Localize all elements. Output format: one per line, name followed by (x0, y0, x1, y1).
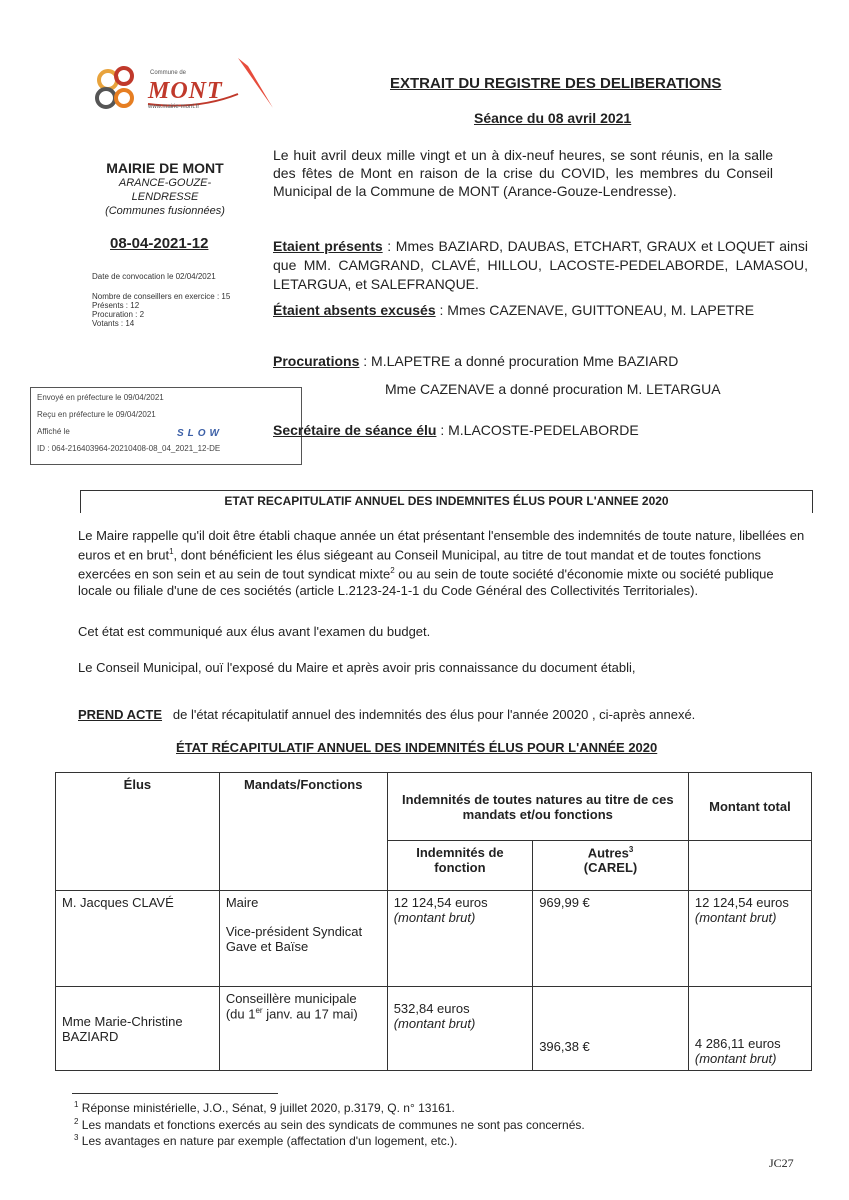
procurations-text1: : M.LAPETRE a donné procuration Mme BAZIARD (359, 353, 679, 369)
body-paragraph-3: Le Conseil Municipal, ouï l'exposé du Maire et après avoir pris connaissance du document établi, (78, 660, 636, 675)
row1-fonction-amount: 12 124,54 euros (393, 895, 488, 910)
procurations-line1 (273, 353, 678, 369)
footnote-1-num: 1 (74, 1100, 79, 1109)
p1-part-b: , dont bénéficient les élus siégeant au Conseil Municipal, au titre de tout mandat et de toutes fonctions exercées en son sein et au sein de tout syndicat mixte (78, 547, 762, 582)
footnote-3-text: Les avantages en nature par exemple (affectation d'un logement, etc.). (78, 1134, 458, 1148)
row2-autres: 396,38 € (533, 987, 689, 1071)
procurations-label: Procurations (273, 353, 360, 369)
row2-period-b: janv. au 17 mai) (262, 1006, 358, 1022)
header-autres-sup: 3 (628, 845, 634, 854)
mairie-sub1: ARANCE-GOUZE- (118, 177, 212, 189)
presents-count: Présents : 12 (92, 301, 140, 310)
seance-date: Séance du 08 avril 2021 (474, 110, 632, 126)
prefecture-stamp (30, 387, 302, 465)
row1-total (688, 891, 811, 987)
footnote-ref-2: 2 (390, 566, 395, 576)
absents-paragraph (273, 298, 808, 322)
row2-elu: Mme Marie-Christine BAZIARD (56, 987, 220, 1071)
slow-logo: SLOW (177, 428, 223, 439)
header-mandats: Mandats/Fonctions (219, 773, 387, 891)
procuration-count: Procuration : 2 (92, 310, 145, 319)
absents-label: Étaient absents excusés (273, 302, 436, 318)
row2-period-a: (du 1 (225, 1006, 256, 1022)
row2-total-note: (montant brut) (694, 1051, 777, 1066)
header-autres (533, 841, 689, 891)
prend-acte-label: PREND ACTE (78, 707, 163, 722)
row1-fonction (387, 891, 533, 987)
row1-fonction-note: (montant brut) (393, 910, 476, 925)
stamp-recu: Reçu en préfecture le 09/04/2021 (37, 410, 156, 419)
presents-paragraph (273, 237, 808, 294)
footnote-separator (72, 1093, 278, 1094)
p1-part-c: ou au sein de toute société d'économie mixte ou société publique locale ou filiale d'une de ces sociétés (article L.2123-24-1-1 du Code Général des Collectivités Territoriales). (78, 566, 774, 598)
header-autres-label: Autres (587, 845, 629, 861)
footnote-1 (74, 1100, 455, 1115)
row1-total-note: (montant brut) (694, 910, 777, 925)
table-row (56, 987, 812, 1071)
p1-part-a: Le Maire rappelle qu'il doit être établi chaque année un état présentant l'ensemble des indemnités de toute nature, libellées en euros et en brut (78, 528, 805, 563)
footnote-1-text: Réponse ministérielle, J.O., Sénat, 9 juillet 2020, p.3179, Q. n° 13161. (78, 1101, 455, 1115)
convocation-date: Date de convocation le 02/04/2021 (92, 272, 216, 281)
body-paragraph-1 (78, 528, 808, 599)
mairie-sub3: (Communes fusionnées) (105, 205, 225, 217)
stamp-affiche: Affiché le (37, 427, 70, 436)
logo-commune-label: Commune de (150, 70, 187, 76)
row2-mandat-period (226, 1006, 381, 1021)
mairie-name: MAIRIE DE MONT (106, 160, 224, 176)
logo-name: MONT (148, 78, 223, 104)
logo-url: www.mairie-mont.fr (148, 104, 200, 110)
row2-mandats (219, 987, 387, 1071)
footnote-3 (74, 1133, 457, 1148)
row1-total-amount: 12 124,54 euros (694, 895, 789, 910)
mairie-block (90, 160, 240, 218)
absents-text: : Mmes CAZENAVE, GUITTONEAU, M. LAPETRE (435, 302, 755, 318)
stamp-id: ID : 064-216403964-20210408-08_04_2021_12-DE (37, 444, 221, 453)
row2-fonction (387, 987, 533, 1071)
footnote-2-num: 2 (74, 1117, 79, 1126)
row1-mandat-vp: Vice-président Syndicat Gave et Baïse (225, 924, 363, 954)
footnote-2-text: Les mandats et fonctions exercés au sein des syndicats de communes ne sont pas concernés. (78, 1118, 585, 1132)
etat-title-box: ETAT RECAPITULATIF ANNUEL DES INDEMNITES ÉLUS POUR L'ANNEE 2020 (80, 490, 813, 513)
footnote-3-num: 3 (74, 1133, 79, 1142)
row2-total (688, 987, 811, 1071)
header-indemnites: Indemnités de toutes natures au titre de ces mandats et/ou fonctions (387, 773, 688, 841)
header-fonction: Indemnités de fonction (387, 841, 533, 891)
page-reference: JC27 (769, 1156, 794, 1170)
deliberation-number: 08-04-2021-12 (110, 235, 209, 252)
prend-acte-text: de l'état récapitulatif annuel des indemnités des élus pour l'année 20020 , ci-après annexé. (172, 707, 696, 722)
presents-text: : Mmes BAZIARD, DAUBAS, ETCHART, GRAUX et LOQUET ainsi que MM. CAMGRAND, CLAVÉ, HILLOU, LACOSTE-PEDELABORDE, LAMASOU, LETARGUA, et SALEFRANQUE. (273, 238, 808, 292)
header-elus: Élus (56, 773, 220, 891)
header-total: Montant total (688, 773, 811, 841)
header-total-empty (688, 841, 811, 891)
row1-mandats (219, 891, 387, 987)
row1-elu: M. Jacques CLAVÉ (56, 891, 220, 987)
body-paragraph-2: Cet état est communiqué aux élus avant l'examen du budget. (78, 624, 431, 639)
procurations-line2: Mme CAZENAVE a donné procuration M. LETARGUA (385, 381, 721, 397)
table-title: ÉTAT RÉCAPITULATIF ANNUEL DES INDEMNITÉS ÉLUS POUR L'ANNÉE 2020 (176, 740, 658, 755)
row2-mandat-label: Conseillère municipale (225, 991, 357, 1006)
footnote-2 (74, 1117, 585, 1132)
footnote-ref-1: 1 (169, 547, 174, 556)
intro-paragraph: Le huit avril deux mille vingt et un à dix-neuf heures, se sont réunis, en la salle des fêtes de Mont en raison de la crise du COVID, les membres du Conseil Municipal de la Commune de MONT (Arance-Gouze-Lendresse). (273, 147, 773, 199)
conseillers-count: Nombre de conseillers en exercice : 15 (92, 292, 231, 301)
stamp-envoye: Envoyé en préfecture le 09/04/2021 (37, 393, 164, 402)
header-carel: (CAREL) (583, 860, 638, 876)
prend-acte-line (78, 707, 695, 722)
row1-autres: 969,99 € (533, 891, 689, 987)
secretaire-text: : M.LACOSTE-PEDELABORDE (436, 422, 639, 438)
row2-fonction-note: (montant brut) (393, 1016, 476, 1031)
row2-fonction-amount: 532,84 euros (393, 1001, 470, 1016)
votants-count: Votants : 14 (92, 319, 135, 328)
mairie-sub2: LENDRESSE (131, 191, 199, 203)
secretaire-label: Secrétaire de séance élu (273, 422, 437, 438)
table-header-row (56, 773, 812, 841)
presents-label: Etaient présents (273, 238, 383, 254)
indemnites-table (55, 772, 812, 1071)
table-row (56, 891, 812, 987)
document-title: EXTRAIT DU REGISTRE DES DELIBERATIONS (390, 75, 722, 92)
row2-period-sup: er (255, 1006, 263, 1015)
secretaire-line (273, 422, 639, 438)
count-block (92, 292, 230, 328)
row1-mandat-maire: Maire (225, 895, 259, 910)
row2-total-amount: 4 286,11 euros (694, 1036, 781, 1051)
